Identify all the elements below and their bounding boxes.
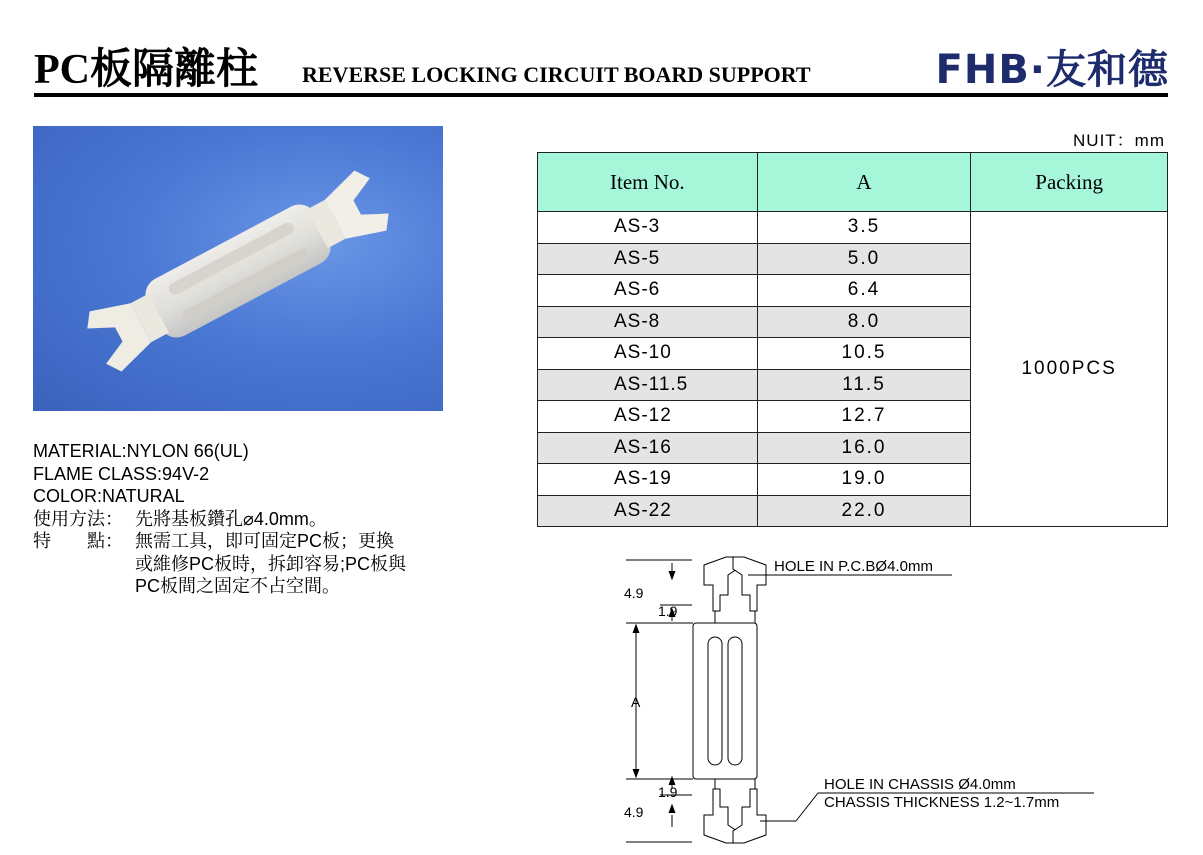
spec-flame-class: FLAME CLASS:94V-2: [33, 463, 210, 484]
note-chassis-thickness: CHASSIS THICKNESS 1.2~1.7mm: [824, 794, 1060, 811]
header-a: A: [757, 153, 971, 212]
header-packing: Packing: [971, 153, 1168, 212]
cell-item: AS-22: [538, 495, 758, 527]
feature-line-3: PC板間之固定不占空間。: [135, 576, 341, 596]
brand-logo: FHB·友和德: [935, 47, 1169, 93]
title-english: REVERSE LOCKING CIRCUIT BOARD SUPPORT: [302, 62, 811, 87]
cell-a: 16.0: [757, 432, 971, 464]
cell-a: 19.0: [757, 464, 971, 496]
cell-item: AS-19: [538, 464, 758, 496]
table-header-row: [538, 153, 1168, 212]
cell-item: AS-8: [538, 306, 758, 338]
cell-item: AS-16: [538, 432, 758, 464]
note-chassis-hole: HOLE IN CHASSIS Ø4.0mm: [824, 776, 1016, 793]
product-photo: [33, 126, 443, 411]
dim-bottom-small: 1.9: [658, 784, 678, 800]
cell-packing: 1000PCS: [971, 212, 1168, 527]
spacer-photo-illustration: [33, 126, 443, 411]
cell-a: 8.0: [757, 306, 971, 338]
header-item-no: Item No.: [538, 153, 758, 212]
feature-label: 特 點：: [33, 531, 123, 551]
note-pcb-hole: HOLE IN P.C.BØ4.0mm: [774, 558, 933, 575]
cell-item: AS-10: [538, 338, 758, 370]
usage-label: 使用方法：: [33, 508, 123, 529]
spec-color: COLOR:NATURAL: [33, 486, 185, 506]
title-chinese: PC板隔離柱: [34, 47, 258, 93]
cell-item: AS-3: [538, 212, 758, 244]
spec-block: [33, 440, 406, 598]
usage-text: 先將基板鑽孔⌀4.0mm。: [135, 508, 327, 529]
dim-bottom: 4.9: [624, 804, 644, 820]
cell-a: 12.7: [757, 401, 971, 433]
cell-item: AS-11.5: [538, 369, 758, 401]
dim-top: 4.9: [624, 585, 644, 601]
feature-text: [135, 530, 406, 598]
cell-a: 10.5: [757, 338, 971, 370]
dim-top-small: 1.9: [658, 603, 678, 619]
cell-item: AS-6: [538, 275, 758, 307]
technical-drawing: [600, 545, 1120, 850]
unit-label: NUIT：mm: [1073, 131, 1165, 150]
usage-row: [33, 508, 406, 531]
parts-table: [537, 152, 1168, 527]
cell-a: 11.5: [757, 369, 971, 401]
cell-a: 6.4: [757, 275, 971, 307]
feature-row: [33, 530, 406, 598]
table-row: [538, 212, 1168, 244]
cell-a: 5.0: [757, 243, 971, 275]
feature-line-2: 或維修PC板時，拆卸容易;PC板與: [135, 553, 407, 574]
cell-item: AS-12: [538, 401, 758, 433]
header-rule: [34, 93, 1168, 97]
feature-line-1: 無需工具，即可固定PC板；更換: [135, 531, 395, 551]
dim-a: A: [631, 694, 641, 710]
cell-a: 3.5: [757, 212, 971, 244]
cell-a: 22.0: [757, 495, 971, 527]
spec-material: MATERIAL:NYLON 66(UL): [33, 441, 249, 461]
cell-item: AS-5: [538, 243, 758, 275]
